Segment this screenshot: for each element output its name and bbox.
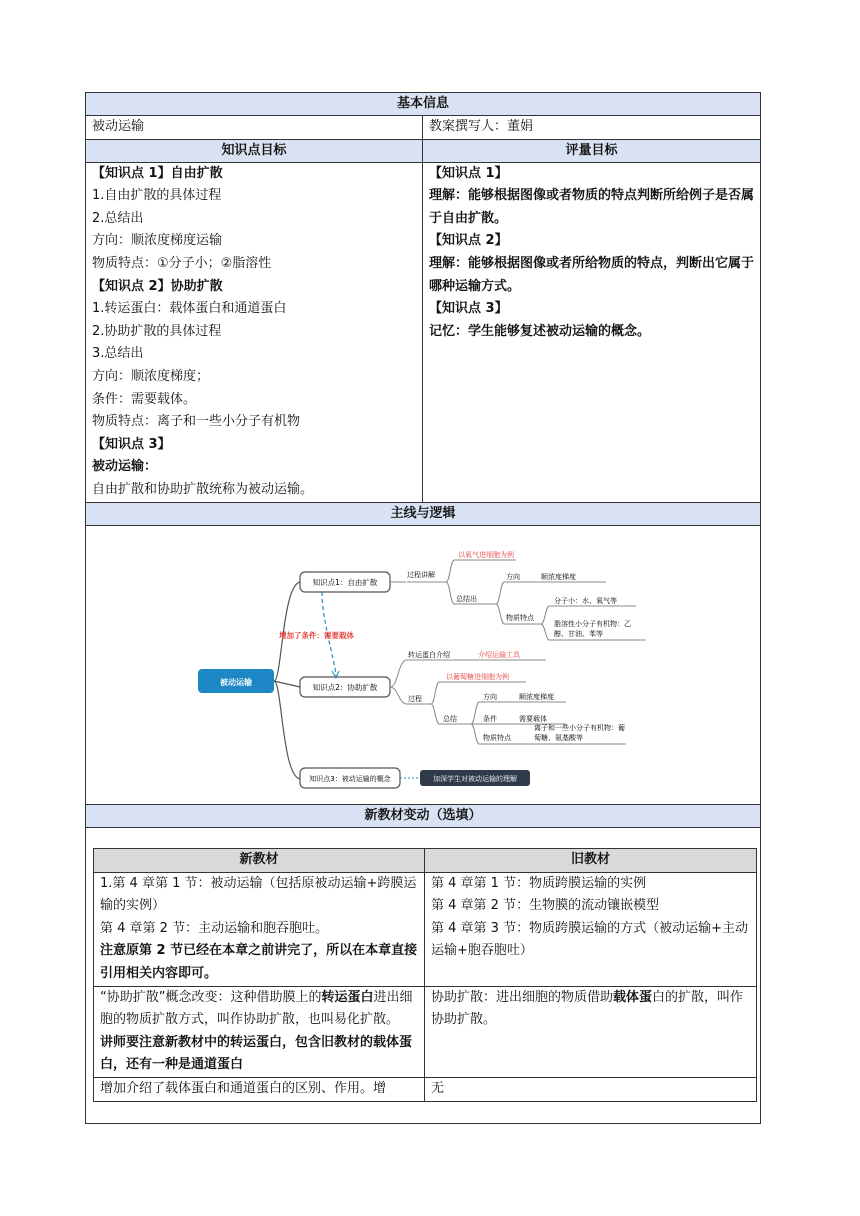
old-line: 第 4 章第 1 节：物质跨膜运输的实例 [431, 875, 647, 891]
old-line: 第 4 章第 3 节：物质跨膜运输的方式（被动运输+主动运输+胞吞胞吐） [431, 920, 748, 959]
author-cell: 教案撰写人：董娟 [423, 116, 761, 140]
knowledge-line: 方向：顺浓度梯度； [92, 368, 210, 384]
assessment-goals-header: 评量目标 [423, 139, 761, 162]
knowledge-line: 【知识点 2】协助扩散 [92, 278, 223, 294]
mindmap-root-label: 被动运输 [220, 677, 252, 687]
old-extra-cell: 无 [425, 1078, 757, 1102]
knowledge-line: 条件：需要载体。 [92, 391, 197, 407]
k2-feature: 物质特点 [483, 733, 511, 742]
new-concept-text-a: “协助扩散”概念改变：这种借助膜上的 [100, 989, 322, 1005]
mainline-header: 主线与逻辑 [86, 502, 761, 525]
new-line: 第 4 章第 2 节：主动运输和胞吞胞吐。 [100, 920, 329, 936]
knowledge-line: 自由扩散和协助扩散统称为被动运输。 [92, 481, 314, 497]
k2-label: 知识点2：协助扩散 [312, 682, 378, 692]
mindmap-diagram [86, 526, 759, 796]
k1-direction: 方向 [506, 572, 520, 581]
condition-note: 增加了条件：需要载体 [279, 630, 354, 640]
k3-note: 加深学生对被动运输的理解 [433, 774, 517, 783]
k2-transport: 转运蛋白介绍 [408, 650, 450, 659]
assessment-line: 理解：能够根据图像或者物质的特点判断所给例子是否属于自由扩散。 [429, 188, 755, 226]
knowledge-line: 3.总结出 [92, 346, 144, 362]
k2-feature-val-b: 萄糖、氨基酸等 [534, 733, 583, 742]
k1-feature-val2b: 醇、甘油、苯等 [554, 629, 603, 638]
k1-feature-val2a: 脂溶性小分子有机物：乙 [554, 619, 631, 628]
new-line: 1.第 4 章第 1 节：被动运输（包括原被动运输+跨膜运输的实例） [100, 875, 417, 914]
k1-label: 知识点1：自由扩散 [312, 577, 378, 587]
new-concept-cell [94, 986, 425, 1077]
new-line-bold: 注意原第 2 节已经在本章之前讲完了，所以在本章直接引用相关内容即可。 [100, 943, 418, 982]
k2-tool: 介绍运输工具 [478, 650, 520, 659]
knowledge-line: 被动运输： [92, 459, 158, 475]
new-material-cell [94, 872, 425, 986]
k1-direction-val: 顺浓度梯度 [541, 572, 576, 581]
new-concept-text-c: 进出细胞的物质扩散方式，叫作协助扩散，也叫易化扩散。 [100, 989, 413, 1028]
knowledge-line: 1.自由扩散的具体过程 [92, 188, 222, 204]
k3-label: 知识点3：被动运输的概念 [309, 774, 391, 783]
knowledge-line: 方向：顺浓度梯度运输 [92, 233, 223, 249]
new-concept-note: 讲师要注意新教材中的转运蛋白，包含旧教材的载体蛋白，还有一种是通道蛋白 [100, 1034, 413, 1073]
knowledge-line: 1.转运蛋白：载体蛋白和通道蛋白 [92, 301, 287, 317]
k1-feature-val1: 分子小：水、氧气等 [554, 596, 617, 605]
old-concept-cell [425, 986, 757, 1077]
k1-summary: 总结出 [456, 594, 477, 603]
knowledge-goals-header: 知识点目标 [86, 139, 423, 162]
changes-inner-wrap [86, 828, 760, 1102]
k2-summary: 总结 [443, 714, 457, 723]
old-concept-text-a: 协助扩散：进出细胞的物质借助 [431, 989, 614, 1005]
assessment-line: 【知识点 3】 [429, 301, 508, 317]
old-material-header: 旧教材 [425, 849, 757, 873]
knowledge-line: 2.总结出 [92, 210, 144, 226]
old-concept-text-c: 白的扩散，叫作协助扩散。 [431, 989, 744, 1028]
k2-process: 过程 [408, 694, 422, 703]
assessment-line: 理解：能够根据图像或者所给物质的特点，判断出它属于哪种运输方式。 [429, 255, 755, 294]
knowledge-line: 【知识点 1】自由扩散 [92, 165, 223, 181]
knowledge-line: 2.协助扩散的具体过程 [92, 323, 222, 339]
old-material-cell [425, 872, 757, 986]
topic-cell: 被动运输 [86, 116, 423, 140]
old-concept-text-b: 载体蛋 [613, 989, 653, 1005]
mindmap-cell [86, 525, 761, 805]
new-extra-cell: 增加介绍了载体蛋白和通道蛋白的区别、作用。增 [94, 1078, 425, 1102]
branch-k2 [274, 681, 300, 687]
k2-direction-val: 顺浓度梯度 [519, 692, 554, 701]
new-material-header: 新教材 [94, 849, 425, 873]
k2-direction: 方向 [483, 692, 497, 701]
k2-condition: 条件 [483, 714, 497, 723]
changes-cell [86, 828, 761, 1124]
knowledge-line: 【知识点 3】 [92, 436, 171, 452]
branch-k3 [274, 681, 300, 779]
k2-transport-line [390, 660, 406, 687]
k1-process: 过程讲解 [407, 570, 435, 579]
old-line: 第 4 章第 2 节：生物膜的流动镶嵌模型 [431, 898, 660, 914]
k1-example: 以氧气进细胞为例 [458, 550, 514, 559]
assessment-line: 记忆：学生能够复述被动运输的概念。 [429, 323, 651, 339]
assessment-line: 【知识点 2】 [429, 233, 508, 249]
knowledge-line: 物质特点：离子和一些小分子有机物 [92, 414, 301, 430]
k1-feature: 物质特点 [506, 613, 534, 622]
changes-header: 新教材变动（选填） [86, 805, 761, 828]
knowledge-goals-cell [86, 162, 423, 502]
changes-table [93, 848, 757, 1102]
assessment-line: 【知识点 1】 [429, 165, 508, 181]
k2-condition-val: 需要载体 [519, 714, 547, 723]
k2-example-line [431, 682, 526, 704]
basic-info-header: 基本信息 [86, 93, 761, 116]
k2-feature-val-a: 离子和一些小分子有机物：葡 [534, 723, 625, 732]
lesson-plan [85, 92, 760, 1124]
knowledge-line: 物质特点：①分子小；②脂溶性 [92, 255, 272, 271]
assessment-goals-cell [423, 162, 761, 502]
k2-example: 以葡萄糖进细胞为例 [446, 672, 509, 681]
new-concept-text-b: 转运蛋白 [321, 989, 374, 1005]
lesson-table [85, 92, 761, 1124]
